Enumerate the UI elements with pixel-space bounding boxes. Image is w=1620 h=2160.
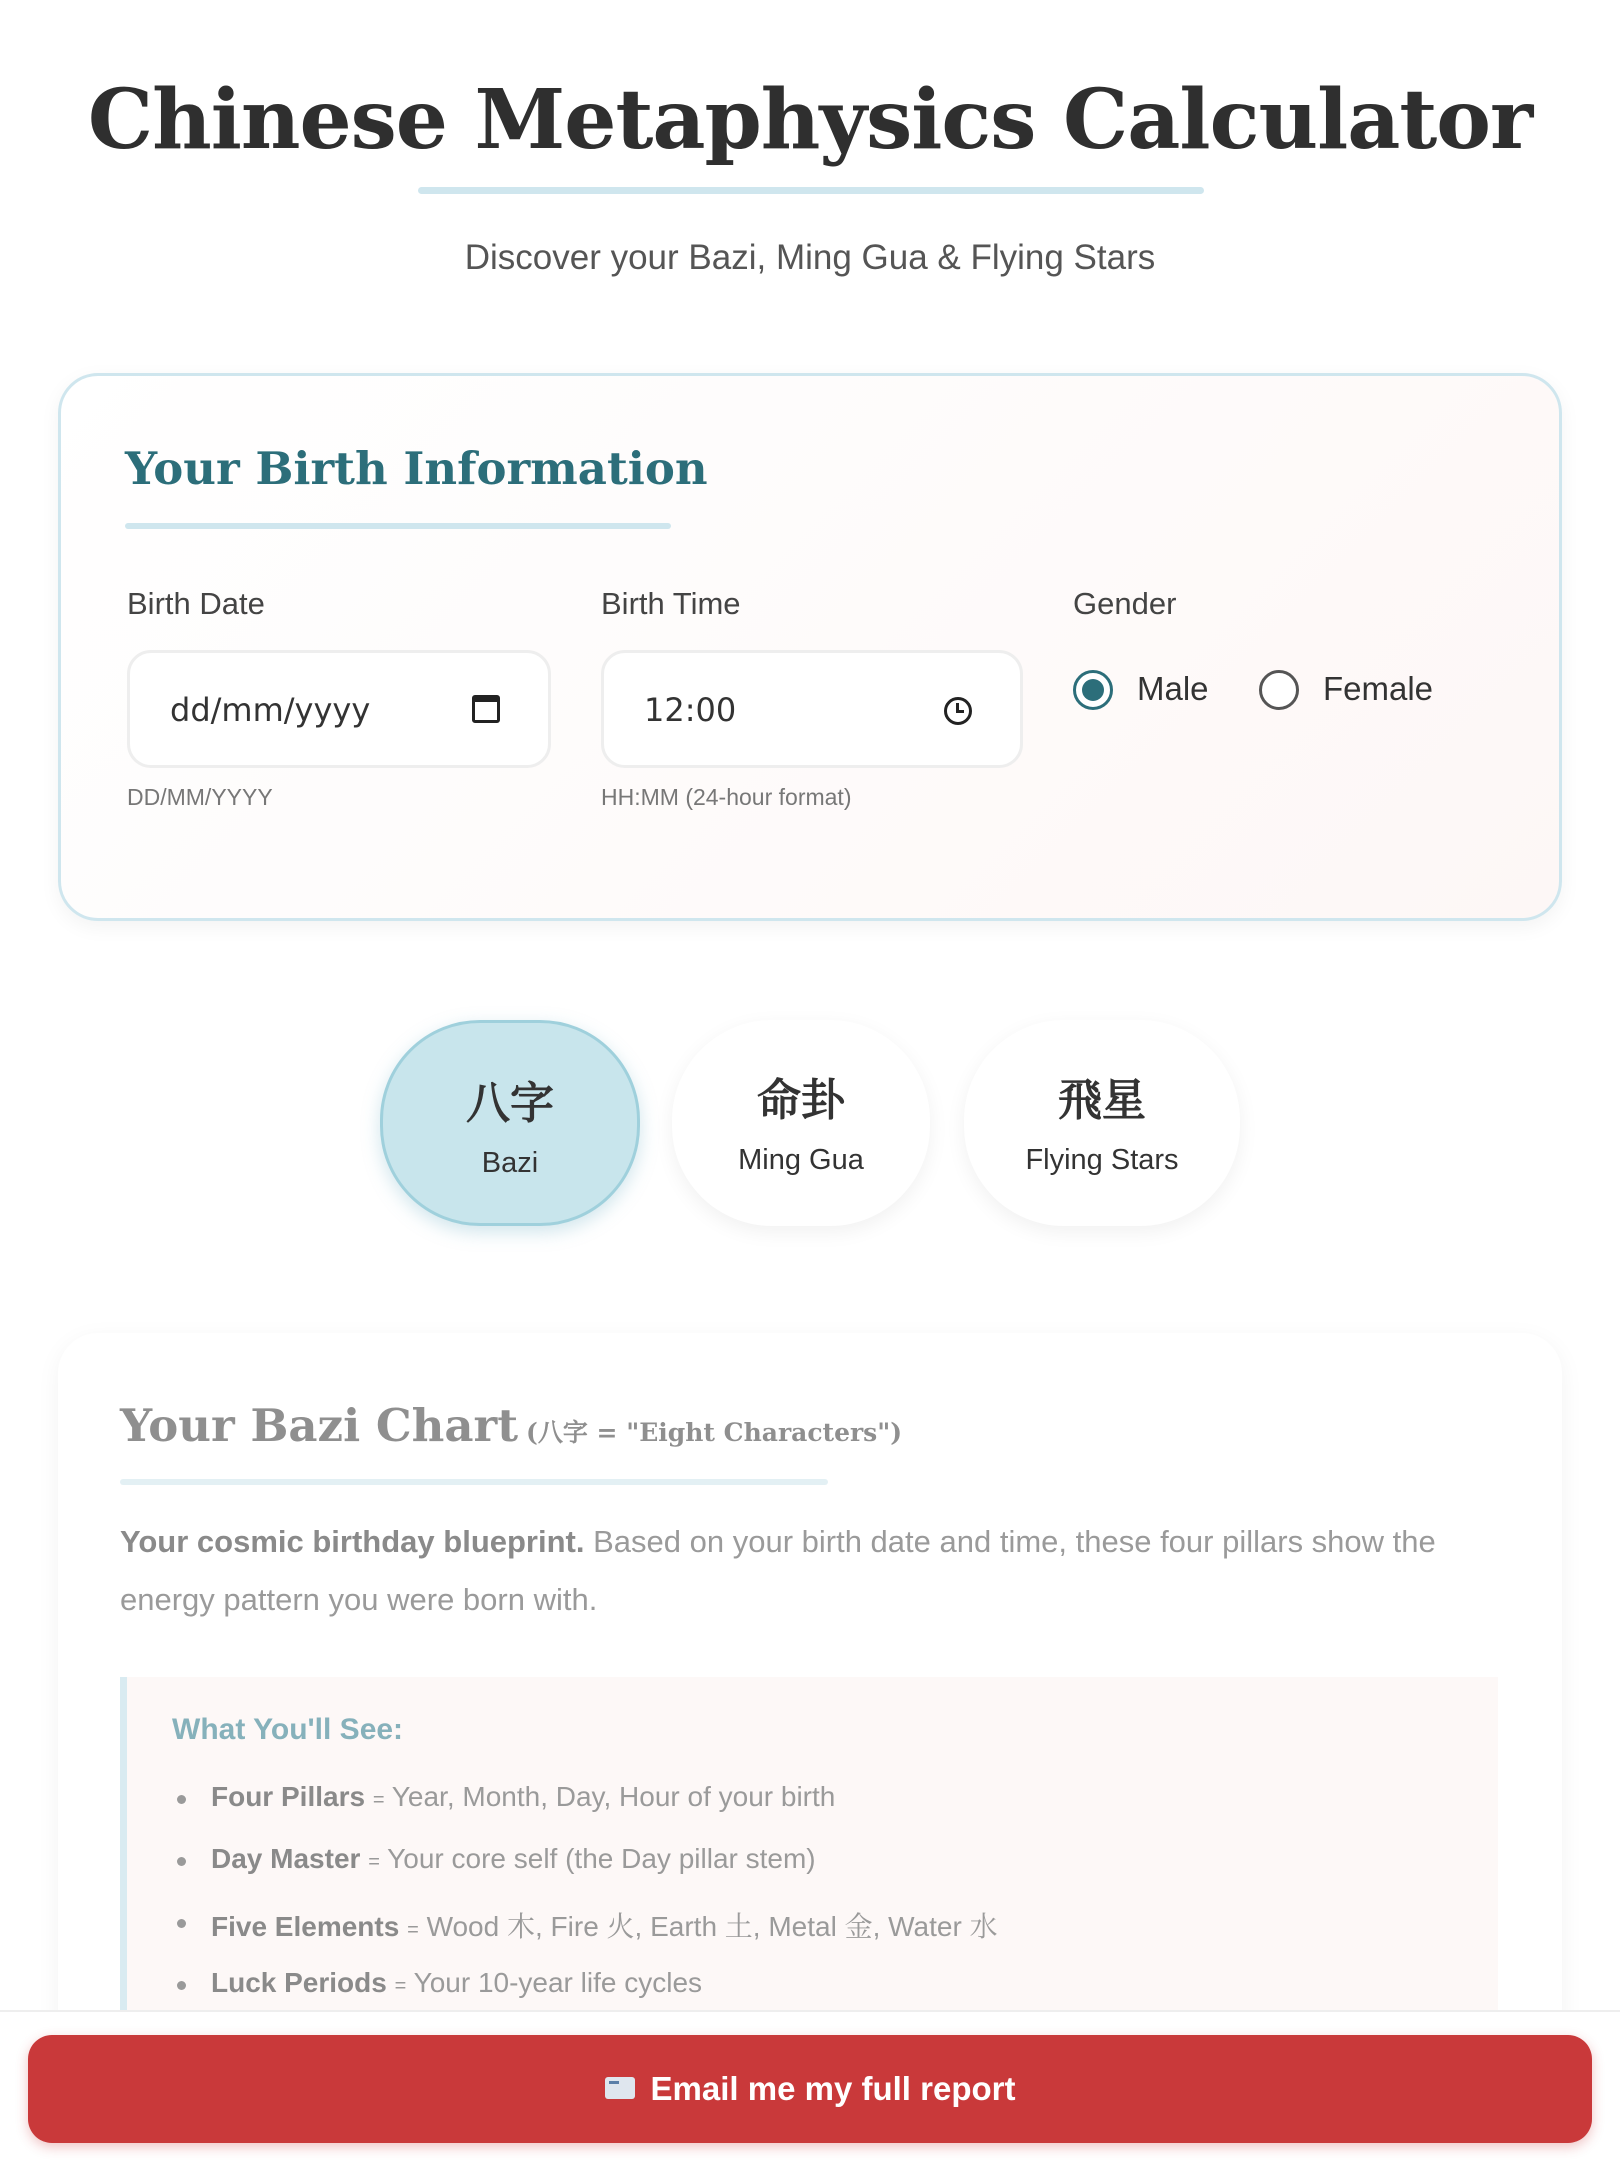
birth-date-label: Birth Date [127, 586, 265, 621]
list-item [175, 1905, 998, 1967]
bazi-title-text: Your Bazi Chart [120, 1399, 519, 1452]
birth-date-value: dd/mm/yyyy [170, 691, 371, 729]
heading-underline [125, 523, 671, 529]
birth-information-card [58, 373, 1562, 921]
gender-male-label[interactable]: Male [1137, 670, 1209, 707]
birth-information-heading: Your Birth Information [125, 442, 708, 495]
birth-time-hint: HH:MM (24-hour format) [601, 784, 852, 810]
clock-icon[interactable] [944, 697, 972, 725]
calendar-icon[interactable] [472, 695, 500, 723]
list-item-separator: = [407, 1919, 419, 1941]
tab-ming-gua-label: Ming Gua [738, 1144, 864, 1176]
tab-bazi[interactable] [380, 1020, 640, 1226]
tab-flying-stars-label: Flying Stars [1025, 1144, 1179, 1176]
bazi-title-underline [120, 1479, 828, 1485]
list-item-term: Day Master [211, 1843, 361, 1874]
tab-ming-gua-chinese: 命卦 [757, 1075, 845, 1126]
title-underline [418, 187, 1204, 194]
list-item-description: Your 10-year life cycles [413, 1967, 703, 1998]
birth-date-hint: DD/MM/YYYY [127, 784, 273, 810]
what-youll-see-title: What You'll See: [172, 1713, 404, 1746]
tab-ming-gua[interactable] [672, 1020, 930, 1226]
gender-female-label[interactable]: Female [1323, 670, 1434, 707]
tab-bazi-chinese: 八字 [466, 1078, 554, 1129]
tab-bazi-label: Bazi [481, 1147, 539, 1179]
list-item-description: Wood 木, Fire 火, Earth 土, Metal 金, Water 水 [426, 1911, 998, 1942]
birth-date-input[interactable] [127, 650, 551, 768]
email-report-label: Email me my full report [650, 2070, 1016, 2107]
list-item-term: Four Pillars [211, 1781, 366, 1812]
birth-time-label: Birth Time [601, 586, 741, 621]
list-item-separator: = [368, 1851, 380, 1873]
bazi-title-note: (八字 = "Eight Characters") [526, 1418, 903, 1447]
birth-time-input[interactable] [601, 650, 1023, 768]
bazi-intro [120, 1513, 1500, 1629]
page-subtitle: Discover your Bazi, Ming Gua & Flying Stars [464, 238, 1156, 277]
birth-time-value: 12:00 [644, 691, 737, 729]
bottom-action-bar [0, 2010, 1620, 2160]
tab-flying-stars[interactable] [964, 1020, 1240, 1226]
page-title: Chinese Metaphysics Calculator [87, 72, 1533, 168]
list-item-description: Your core self (the Day pillar stem) [387, 1843, 816, 1874]
gender-male-radio[interactable] [1073, 670, 1113, 710]
list-item-separator: = [372, 1789, 385, 1811]
list-item-description: Year, Month, Day, Hour of your birth [391, 1781, 836, 1812]
bazi-chart-title [120, 1399, 902, 1452]
list-item-separator: = [394, 1975, 407, 1997]
gender-label: Gender [1073, 586, 1177, 621]
email-report-button[interactable] [28, 2035, 1592, 2143]
email-icon [605, 2077, 635, 2099]
list-item-term: Five Elements [211, 1911, 400, 1942]
bazi-intro-bold: Your cosmic birthday blueprint. [120, 1524, 585, 1559]
gender-female-radio[interactable] [1259, 670, 1299, 710]
list-item-term: Luck Periods [211, 1967, 387, 1998]
tab-flying-stars-chinese: 飛星 [1058, 1075, 1146, 1126]
list-item [175, 1781, 998, 1843]
bazi-intro-text: Based on your birth date and time, these four pillars show the energy pattern you were born with. [120, 1524, 1436, 1617]
list-item [175, 1843, 998, 1905]
what-youll-see-list [175, 1781, 998, 2029]
